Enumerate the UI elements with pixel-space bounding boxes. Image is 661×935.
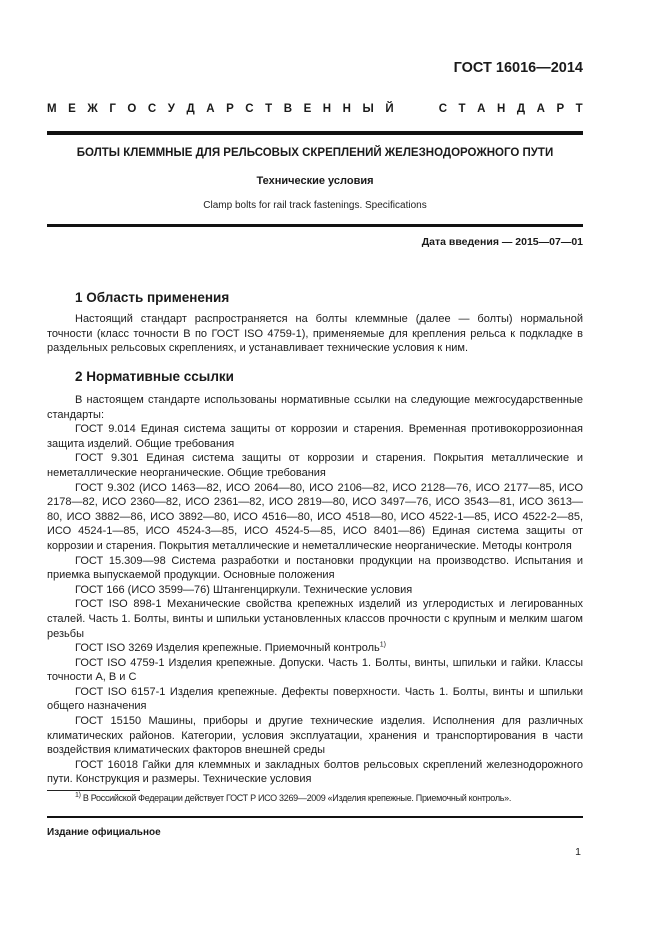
banner-letter: Н	[496, 103, 506, 115]
banner-letter: С	[245, 103, 254, 115]
banner-letter: А	[206, 103, 215, 115]
paragraph: В настоящем стандарте использованы нормативные ссылки на следующие межгосударственные стандарты:	[47, 394, 583, 421]
banner-letter: Р	[556, 103, 565, 115]
banner-letter: О	[127, 103, 137, 115]
banner-letter: С	[147, 103, 157, 115]
banner-letter: Е	[303, 103, 312, 115]
introduction-date: Дата введения — 2015—07—01	[421, 236, 583, 248]
banner-letter: Е	[68, 103, 76, 115]
paragraph: Настоящий стандарт распространяется на болты клеммные (далее — болты) нормальной точности (класс точности В по ГОСТ ISO 4759-1), применяемые для крепления рельса к подкладке в раздельных рельсовых скреплениях, и устанавливает технические условия к ним.	[47, 313, 583, 355]
reference-item: ГОСТ 15150 Машины, приборы и другие технические изделия. Исполнения для различных климатических районов. Категории, условия эксплуатации, хранения и транспортирования в части воздействия климатических факторов внешней среды	[47, 715, 583, 757]
official-edition-label: Издание официальное	[47, 827, 161, 838]
page-number: 1	[575, 846, 581, 858]
footnote	[75, 793, 511, 803]
banner-letter: Г	[109, 103, 116, 115]
banner-letter: У	[167, 103, 175, 115]
banner-letter: Й	[385, 103, 394, 115]
interstate-standard-banner	[47, 103, 583, 115]
banner-letter: Н	[322, 103, 332, 115]
document-subtitle: Технические условия	[256, 175, 374, 187]
footnote-text: В Российской Федерации действует ГОСТ Р ИСО 3269—2009 «Изделия крепежные. Приемочный контроль».	[82, 793, 512, 803]
english-title: Clamp bolts for rail track fastenings. Specifications	[203, 200, 427, 211]
footnote-ref[interactable]: 1)	[379, 641, 386, 649]
section-body-scope	[47, 312, 583, 356]
banner-letter: В	[283, 103, 293, 115]
reference-item: ГОСТ 15.309—98 Система разработки и постановки продукции на производство. Испытания и приемка выпускаемой продукции. Основные положения	[47, 554, 583, 582]
reference-item-with-footnote	[47, 641, 583, 656]
banner-letter: Т	[458, 103, 466, 115]
reference-item: ГОСТ 166 (ИСО 3599—76) Штангенциркули. Технические условия	[75, 583, 413, 596]
banner-letter: Р	[226, 103, 234, 115]
banner-letter: Т	[265, 103, 273, 115]
banner-letter: А	[477, 103, 486, 115]
section-heading-scope: 1 Область применения	[75, 290, 230, 305]
banner-letter: А	[536, 103, 545, 115]
section-body-normative-references	[47, 393, 583, 787]
title-divider	[47, 224, 583, 227]
banner-letter: М	[47, 103, 57, 115]
reference-item: ГОСТ ISO 4759-1 Изделия крепежные. Допуски. Часть 1. Болты, винты, шпильки и гайки. Классы точности А, В и С	[47, 656, 583, 684]
reference-text: ГОСТ ISO 3269 Изделия крепежные. Приемочный контроль	[75, 642, 380, 655]
banner-letter: С	[438, 103, 447, 115]
banner-letter: Т	[575, 103, 583, 115]
reference-item: ГОСТ 9.302 (ИСО 1463—82, ИСО 2064—80, ИСО 2106—82, ИСО 2128—76, ИСО 2177—85, ИСО 2178—82, ИСО 2360—82, ИСО 2361—82, ИСО 2819—80, ИСО 3497—76, ИСО 3543—81, ИСО 3613—80, ИСО 3882—86, ИСО 3892—80, ИСО 4516—80, ИСО 4518—80, ИСО 4522-1—85, ИСО 4522-2—85, ИСО 4524-1—85, ИСО 4524-3—85, ИСО 4524-5—85, ИСО 8401—86) Единая система защиты от коррозии и старения. Покрытия металлические и неметаллические неорганические. Методы контроля	[47, 481, 583, 552]
banner-word-gap	[405, 103, 427, 115]
section-heading-normative-references: 2 Нормативные ссылки	[75, 369, 234, 384]
banner-letter: Ж	[87, 103, 98, 115]
reference-item: ГОСТ 9.301 Единая система защиты от коррозии и старения. Покрытия металлические и неметаллические неорганические. Общие требования	[47, 452, 583, 479]
footnote-separator	[47, 790, 140, 791]
reference-item: ГОСТ 9.014 Единая система защиты от коррозии и старения. Временная противокоррозионная защита изделий. Общие требования	[47, 423, 583, 450]
footer-divider	[47, 816, 583, 818]
banner-letter: Д	[516, 103, 526, 115]
document-code: ГОСТ 16016—2014	[453, 60, 583, 76]
reference-item: ГОСТ ISO 898-1 Механические свойства крепежных изделий из углеродистых и легированных сталей. Часть 1. Болты, винты и шпильки установленных классов прочности с крупным и мелким шагом резьбы	[47, 598, 583, 640]
banner-letter: Ы	[362, 103, 374, 115]
banner-letter: Н	[342, 103, 351, 115]
banner-letter: Д	[186, 103, 195, 115]
reference-item: ГОСТ ISO 6157-1 Изделия крепежные. Дефекты поверхности. Часть 1. Болты, винты и шпильки общего назначения	[47, 685, 583, 713]
footnote-marker: 1)	[75, 792, 81, 799]
header-divider	[47, 131, 583, 135]
document-title: БОЛТЫ КЛЕММНЫЕ ДЛЯ РЕЛЬСОВЫХ СКРЕПЛЕНИЙ ЖЕЛЕЗНОДОРОЖНОГО ПУТИ	[76, 147, 554, 159]
reference-item: ГОСТ 16018 Гайки для клеммных и закладных болтов рельсовых скреплений железнодорожного пути. Конструкция и размеры. Технические условия	[47, 758, 583, 786]
